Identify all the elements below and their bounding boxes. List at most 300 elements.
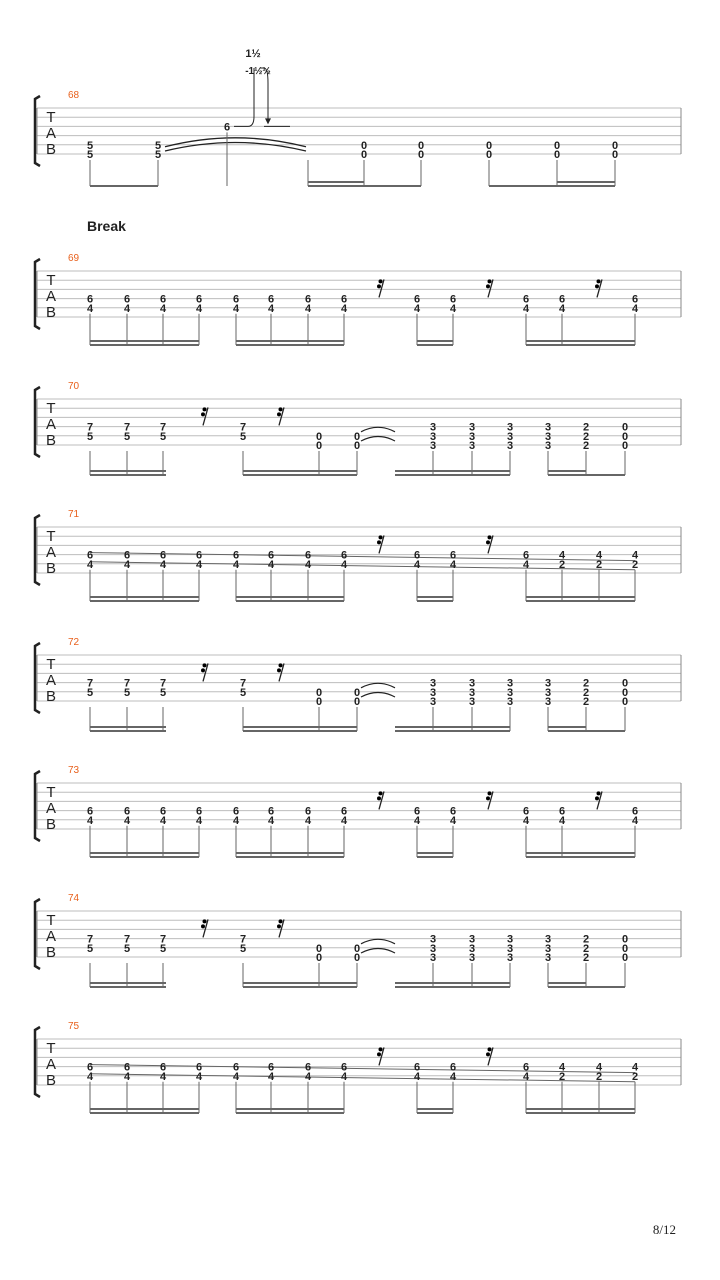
sixteenth-rest xyxy=(201,919,208,937)
tab-clef-t: T xyxy=(46,272,56,289)
fret-number: 5 xyxy=(123,430,131,443)
fret-number: 4 xyxy=(267,1070,275,1083)
fret-number: 2 xyxy=(582,942,590,955)
rest-dot xyxy=(279,407,283,411)
fret-number: 4 xyxy=(267,814,275,827)
tab-clef-b: B xyxy=(45,1072,57,1089)
fret-number: 5 xyxy=(86,942,94,955)
fret-number: 3 xyxy=(468,952,476,964)
tab-staff-72 xyxy=(35,637,681,731)
fret-number: 5 xyxy=(154,139,162,152)
fret-number: 3 xyxy=(429,942,437,955)
tab-staff-74 xyxy=(35,893,681,987)
tab-staff-70 xyxy=(35,381,681,475)
tab-staff-71 xyxy=(35,509,681,601)
fret-number: 0 xyxy=(621,696,629,708)
fret-number: 4 xyxy=(123,558,131,571)
fret-number: 0 xyxy=(553,149,561,161)
fret-number: 6 xyxy=(195,1061,203,1074)
rest-dot xyxy=(203,407,207,411)
fret-number: 4 xyxy=(449,558,457,571)
fret-number: 6 xyxy=(195,805,203,818)
fret-number: 3 xyxy=(544,942,552,955)
fret-number: 3 xyxy=(544,933,552,946)
fret-number: 2 xyxy=(631,1070,639,1083)
fret-number: 2 xyxy=(582,952,590,964)
fret-number: 4 xyxy=(232,814,240,827)
fret-number: 3 xyxy=(468,440,476,452)
rest-dot xyxy=(201,412,205,416)
tab-clef-b: B xyxy=(45,141,57,158)
fret-number: 4 xyxy=(232,302,240,315)
fret-number: 3 xyxy=(544,952,552,964)
fret-number: 6 xyxy=(449,805,457,818)
fret-number: 2 xyxy=(582,430,590,443)
fret-number: 7 xyxy=(86,421,94,434)
fret-number: 3 xyxy=(429,421,437,434)
fret-number: 0 xyxy=(360,149,368,161)
fret-number: 6 xyxy=(232,293,240,306)
fret-number: 4 xyxy=(159,1070,167,1083)
tie xyxy=(361,683,395,688)
tab-clef-t: T xyxy=(46,656,56,673)
fret-number: 4 xyxy=(86,814,94,827)
fret-number: 4 xyxy=(232,558,240,571)
fret-number: 2 xyxy=(558,1070,566,1083)
fret-number: 6 xyxy=(232,549,240,562)
fret-number: 5 xyxy=(159,942,167,955)
fret-number: 3 xyxy=(429,677,437,690)
fret-number: 3 xyxy=(468,677,476,690)
measure-number: 71 xyxy=(68,509,80,520)
fret-number: 3 xyxy=(544,440,552,452)
fret-number: 6 xyxy=(631,805,639,818)
rest-dot xyxy=(203,663,207,667)
sixteenth-rest xyxy=(277,407,284,425)
tab-clef-a: A xyxy=(45,288,57,305)
sixteenth-rest xyxy=(201,407,208,425)
fret-number: 4 xyxy=(631,302,639,315)
rest-dot xyxy=(597,279,601,283)
sixteenth-rest xyxy=(486,279,493,297)
fret-number: 3 xyxy=(468,430,476,443)
fret-number: 3 xyxy=(506,686,514,699)
sixteenth-rest xyxy=(377,279,384,297)
tab-clef-t: T xyxy=(46,109,56,126)
rest-dot xyxy=(486,540,490,544)
fret-number: 0 xyxy=(315,430,323,443)
fret-number: 5 xyxy=(123,686,131,699)
rest-dot xyxy=(488,791,492,795)
tie xyxy=(361,949,395,954)
fret-number: 4 xyxy=(522,558,530,571)
fret-number: 3 xyxy=(506,933,514,946)
fret-number: 6 xyxy=(340,805,348,818)
rest-dot xyxy=(201,668,205,672)
fret-number: 0 xyxy=(621,933,629,946)
fret-number: 2 xyxy=(582,677,590,690)
fret-number: 6 xyxy=(232,1061,240,1074)
fret-number: 7 xyxy=(123,677,131,690)
tab-clef-t: T xyxy=(46,528,56,545)
fret-number: 3 xyxy=(506,952,514,964)
fret-number: 4 xyxy=(195,302,203,315)
tab-clef-t: T xyxy=(46,1040,56,1057)
tie xyxy=(361,939,395,944)
fret-number: 6 xyxy=(123,1061,131,1074)
fret-number: 4 xyxy=(413,1070,421,1083)
rest-dot xyxy=(379,535,383,539)
fret-number: 4 xyxy=(159,558,167,571)
tab-clef-b: B xyxy=(45,944,57,961)
fret-number: 4 xyxy=(195,558,203,571)
fret-number: 3 xyxy=(506,677,514,690)
fret-number: 0 xyxy=(621,686,629,699)
fret-number: 2 xyxy=(595,1070,603,1083)
fret-number: 7 xyxy=(239,933,247,946)
fret-number: 6 xyxy=(631,293,639,306)
fret-number: 6 xyxy=(413,805,421,818)
fret-number: 6 xyxy=(304,805,312,818)
slide-line xyxy=(90,553,635,561)
fret-number: 6 xyxy=(340,1061,348,1074)
fret-number: 0 xyxy=(353,686,361,699)
bend-arrow xyxy=(265,118,271,124)
fret-number: 6 xyxy=(340,549,348,562)
sixteenth-rest xyxy=(595,279,602,297)
rest-dot xyxy=(277,924,281,928)
fret-number: 7 xyxy=(86,933,94,946)
rest-dot xyxy=(379,1047,383,1051)
fret-number: 4 xyxy=(267,302,275,315)
fret-number: 5 xyxy=(239,430,247,443)
fret-number: 0 xyxy=(485,149,493,161)
rest-dot xyxy=(377,1052,381,1056)
fret-number: 3 xyxy=(506,421,514,434)
fret-number: 2 xyxy=(582,421,590,434)
sixteenth-rest xyxy=(277,919,284,937)
tab-clef-a: A xyxy=(45,125,57,142)
fret-number: 4 xyxy=(86,1070,94,1083)
fret-number: 5 xyxy=(239,942,247,955)
fret-number: 4 xyxy=(340,1070,348,1083)
fret-number: 2 xyxy=(582,696,590,708)
tab-clef-t: T xyxy=(46,784,56,801)
sixteenth-rest xyxy=(201,663,208,681)
fret-number: 6 xyxy=(267,549,275,562)
fret-number: 4 xyxy=(558,549,566,562)
tab-staff-68 xyxy=(35,48,681,186)
fret-number: 0 xyxy=(611,149,619,161)
fret-number: 7 xyxy=(159,933,167,946)
fret-number: 4 xyxy=(159,814,167,827)
measure-number: 74 xyxy=(68,893,80,904)
fret-number: 6 xyxy=(86,805,94,818)
fret-number: 3 xyxy=(429,952,437,964)
rest-dot xyxy=(277,412,281,416)
fret-number: 2 xyxy=(558,558,566,571)
sixteenth-rest xyxy=(486,535,493,553)
tab-clef-b: B xyxy=(45,560,57,577)
sixteenth-rest xyxy=(277,663,284,681)
fret-number: 0 xyxy=(353,696,361,708)
fret-number: 3 xyxy=(468,933,476,946)
sixteenth-rest xyxy=(486,1047,493,1065)
fret-number: 6 xyxy=(522,805,530,818)
tab-clef-a: A xyxy=(45,544,57,561)
fret-number: 3 xyxy=(544,696,552,708)
tab-clef-a: A xyxy=(45,928,57,945)
fret-number: 0 xyxy=(621,440,629,452)
fret-number: 4 xyxy=(595,1061,603,1074)
fret-number: 4 xyxy=(304,302,312,315)
fret-number: 5 xyxy=(154,149,162,161)
measure-number: 70 xyxy=(68,381,80,392)
fret-number: 6 xyxy=(304,549,312,562)
fret-number: 4 xyxy=(522,814,530,827)
fret-number: 3 xyxy=(468,696,476,708)
fret-number: 4 xyxy=(340,558,348,571)
rest-dot xyxy=(595,284,599,288)
fret-number: 2 xyxy=(582,933,590,946)
fret-number: 4 xyxy=(340,814,348,827)
fret-number: 0 xyxy=(621,952,629,964)
fret-number: 4 xyxy=(558,302,566,315)
fret-number: 4 xyxy=(522,302,530,315)
fret-number: 3 xyxy=(468,686,476,699)
fret-number: 0 xyxy=(353,942,361,955)
fret-number: 7 xyxy=(239,677,247,690)
fret-number: 0 xyxy=(417,149,425,161)
sixteenth-rest xyxy=(595,791,602,809)
fret-number: 0 xyxy=(621,430,629,443)
rest-dot xyxy=(377,796,381,800)
fret-number: 6 xyxy=(232,805,240,818)
fret-number: 6 xyxy=(413,549,421,562)
page-number: 8/12 xyxy=(652,1222,676,1237)
fret-number: 2 xyxy=(631,558,639,571)
fret-number: 6 xyxy=(195,293,203,306)
fret-number: 6 xyxy=(86,549,94,562)
tie xyxy=(361,693,395,698)
fret-number: 6 xyxy=(195,549,203,562)
rest-dot xyxy=(486,796,490,800)
fret-number: 6 xyxy=(522,1061,530,1074)
fret-number: 0 xyxy=(315,440,323,452)
fret-number: 6 xyxy=(304,293,312,306)
fret-number: 7 xyxy=(123,421,131,434)
fret-number: 6 xyxy=(558,805,566,818)
fret-number: 6 xyxy=(449,1061,457,1074)
fret-number: 6 xyxy=(86,1061,94,1074)
fret-number: 3 xyxy=(544,686,552,699)
bend-amount-overlap: -1½½ xyxy=(245,66,271,77)
fret-number: 3 xyxy=(468,421,476,434)
fret-number: 6 xyxy=(159,293,167,306)
fret-number: 0 xyxy=(315,686,323,699)
fret-number: 3 xyxy=(544,421,552,434)
fret-number: 2 xyxy=(595,558,603,571)
fret-number: 4 xyxy=(195,814,203,827)
tab-clef-b: B xyxy=(45,432,57,449)
fret-number: 6 xyxy=(267,805,275,818)
fret-number: 6 xyxy=(159,1061,167,1074)
slide-line xyxy=(90,562,635,570)
fret-number: 4 xyxy=(232,1070,240,1083)
rest-dot xyxy=(377,540,381,544)
fret-number: 4 xyxy=(449,302,457,315)
sixteenth-rest xyxy=(486,791,493,809)
fret-number: 0 xyxy=(611,139,619,152)
fret-number: 2 xyxy=(582,686,590,699)
fret-number: 0 xyxy=(417,139,425,152)
fret-number: 4 xyxy=(595,549,603,562)
fret-number: 4 xyxy=(123,302,131,315)
sixteenth-rest xyxy=(377,535,384,553)
fret-number: 4 xyxy=(86,558,94,571)
rest-dot xyxy=(277,668,281,672)
rest-dot xyxy=(486,284,490,288)
fret-number: 0 xyxy=(353,440,361,452)
fret-number: 6 xyxy=(413,1061,421,1074)
tab-staff-69 xyxy=(35,253,681,345)
fret-number: 7 xyxy=(239,421,247,434)
tie xyxy=(361,437,395,442)
fret-number: 0 xyxy=(360,139,368,152)
fret-number: 4 xyxy=(340,302,348,315)
tab-staff-75 xyxy=(35,1021,681,1113)
fret-number: 0 xyxy=(553,139,561,152)
fret-number: 4 xyxy=(413,814,421,827)
measure-number: 73 xyxy=(68,765,80,776)
fret-number: 4 xyxy=(558,1061,566,1074)
tab-clef-t: T xyxy=(46,400,56,417)
measure-number: 69 xyxy=(68,253,80,264)
tab-staff-73 xyxy=(35,765,681,857)
rest-dot xyxy=(597,791,601,795)
fret-number: 6 xyxy=(123,805,131,818)
fret-number: 6 xyxy=(123,549,131,562)
tab-clef-a: A xyxy=(45,672,57,689)
fret-number: 4 xyxy=(123,1070,131,1083)
fret-number: 4 xyxy=(304,558,312,571)
slide-line xyxy=(90,1065,635,1073)
rest-dot xyxy=(595,796,599,800)
fret-number: 6 xyxy=(413,293,421,306)
tab-clef-t: T xyxy=(46,912,56,929)
tie xyxy=(165,143,306,152)
fret-number: 6 xyxy=(449,293,457,306)
rest-dot xyxy=(488,535,492,539)
fret-number: 4 xyxy=(558,814,566,827)
rest-dot xyxy=(279,919,283,923)
fret-number: 4 xyxy=(159,302,167,315)
fret-number: 6 xyxy=(86,293,94,306)
fret-number: 6 xyxy=(267,293,275,306)
fret-number: 3 xyxy=(506,440,514,452)
fret-number: 0 xyxy=(621,677,629,690)
tab-clef-a: A xyxy=(45,1056,57,1073)
fret-number: 6 xyxy=(449,549,457,562)
tab-clef-a: A xyxy=(45,416,57,433)
fret-number: 4 xyxy=(304,1070,312,1083)
fret-number: 6 xyxy=(159,805,167,818)
sixteenth-rest xyxy=(377,1047,384,1065)
rest-dot xyxy=(488,279,492,283)
fret-number: 4 xyxy=(631,814,639,827)
fret-number: 7 xyxy=(123,933,131,946)
tab-clef-a: A xyxy=(45,800,57,817)
fret-number: 4 xyxy=(522,1070,530,1083)
fret-number: 5 xyxy=(159,686,167,699)
fret-number: 4 xyxy=(631,549,639,562)
fret-number: 4 xyxy=(123,814,131,827)
fret-number: 4 xyxy=(86,302,94,315)
fret-number: 6 xyxy=(558,293,566,306)
measure-number: 68 xyxy=(68,90,80,101)
section-label-break: Break xyxy=(87,218,126,234)
rest-dot xyxy=(379,279,383,283)
fret-number: 5 xyxy=(239,686,247,699)
fret-number: 5 xyxy=(86,430,94,443)
fret-number: 6 xyxy=(340,293,348,306)
fret-number: 5 xyxy=(86,149,94,161)
rest-dot xyxy=(201,924,205,928)
fret-number: 2 xyxy=(582,440,590,452)
rest-dot xyxy=(379,791,383,795)
fret-number: 7 xyxy=(159,421,167,434)
fret-number: 6 xyxy=(159,549,167,562)
fret-number: 4 xyxy=(267,558,275,571)
fret-number: 0 xyxy=(315,942,323,955)
rest-dot xyxy=(203,919,207,923)
fret-number: 4 xyxy=(195,1070,203,1083)
tab-clef-b: B xyxy=(45,304,57,321)
fret-number: 3 xyxy=(506,430,514,443)
fret-number: 3 xyxy=(429,933,437,946)
measure-number: 75 xyxy=(68,1021,80,1032)
fret-number: 0 xyxy=(315,952,323,964)
fret-number: 6 xyxy=(223,121,231,134)
fret-number: 6 xyxy=(304,1061,312,1074)
fret-number: 5 xyxy=(86,139,94,152)
fret-number: 3 xyxy=(544,430,552,443)
bend-amount: 1½ xyxy=(245,48,261,60)
fret-number: 4 xyxy=(449,1070,457,1083)
rest-dot xyxy=(488,1047,492,1051)
fret-number: 0 xyxy=(353,430,361,443)
fret-number: 3 xyxy=(429,696,437,708)
fret-number: 4 xyxy=(304,814,312,827)
fret-number: 7 xyxy=(159,677,167,690)
rest-dot xyxy=(279,663,283,667)
fret-number: 4 xyxy=(631,1061,639,1074)
fret-number: 0 xyxy=(315,696,323,708)
slide-line xyxy=(90,1074,635,1082)
fret-number: 3 xyxy=(429,686,437,699)
fret-number: 3 xyxy=(544,677,552,690)
fret-number: 6 xyxy=(522,293,530,306)
fret-number: 6 xyxy=(522,549,530,562)
rest-dot xyxy=(377,284,381,288)
fret-number: 0 xyxy=(621,421,629,434)
tie xyxy=(361,427,395,432)
fret-number: 5 xyxy=(123,942,131,955)
fret-number: 7 xyxy=(86,677,94,690)
fret-number: 6 xyxy=(123,293,131,306)
rest-dot xyxy=(486,1052,490,1056)
fret-number: 3 xyxy=(429,430,437,443)
